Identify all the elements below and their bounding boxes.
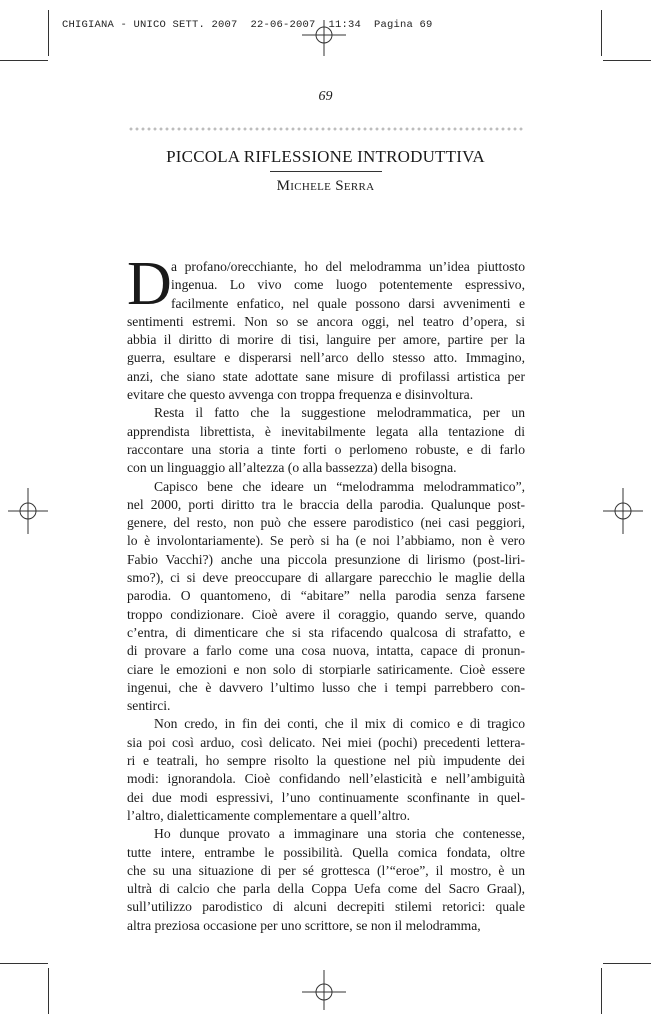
crop-mark-bottom-right-vertical: [601, 968, 602, 1014]
text-line: ingenui, che è davvero l’ultimo lusso che i tempi parrebbero con-: [127, 679, 525, 695]
text-line: Ho dunque provato a immaginare una storia che contenesse,: [154, 826, 525, 842]
text-line: anzi, che siano state adottate sane misure di profilassi artistica per: [127, 368, 525, 384]
registration-mark-right-icon: [601, 484, 645, 538]
text-line: smo?), ci si deve preoccupare di allargare parecchio le maglie della: [127, 570, 525, 586]
text-line: modi: ignorandola. Cioè confidando nell’elasticità e nell’ambiguità: [127, 771, 525, 787]
text-line: ri e teatrali, ho sempre risolto la questione nel più impudente dei: [127, 753, 525, 769]
text-line: sull’utilizzo parodistico di alcuni decrepiti stilemi retorici: quale: [127, 899, 525, 915]
crop-mark-top-left-horizontal: [0, 60, 48, 61]
text-line: Fabio Vacchi?) anche una piccola presunzione di lirismo (post-liri-: [127, 551, 525, 567]
text-line: dei due modi espressivi, l’uno continuamente sconfinante in quel-: [127, 789, 525, 805]
text-line: parodia. O quantomeno, di “abitare” nella parodia senza farsene: [127, 588, 525, 604]
text-line: Capisco bene che ideare un “melodramma melodrammatico”,: [154, 478, 525, 494]
text-line: lo è involontariamente). Se però si ha (e noi l’abbiamo, non è vero: [127, 533, 525, 549]
crop-mark-top-left-vertical: [48, 10, 49, 56]
text-line: di provare a farlo come una cosa nuova, intatta, capace di pronun-: [127, 643, 525, 659]
dotted-separator: [128, 126, 524, 132]
text-line: Resta il fatto che la suggestione melodrammatica, per un: [154, 405, 525, 421]
article-title: PICCOLA RIFLESSIONE INTRODUTTIVA: [166, 147, 485, 166]
article-body: [127, 250, 525, 935]
text-line: Non credo, in fin dei conti, che il mix di comico e di tragico: [154, 716, 525, 732]
crop-mark-bottom-left-vertical: [48, 968, 49, 1014]
article-author: Michele Serra: [276, 178, 375, 194]
text-line: apprendista librettista, è inevitabilmente legata alla tentazione di: [127, 423, 525, 439]
crop-mark-top-right-vertical: [601, 10, 602, 56]
text-line: ciare le emozioni e non solo di storpiarle satiricamente. Cioè essere: [127, 661, 525, 677]
text-line: facilmente enfatico, nel quale possono darsi avvenimenti e: [171, 295, 525, 311]
text-line: tutte intere, entrambe le possibilità. Quella comica fondata, oltre: [127, 844, 525, 860]
text-line: c’entra, di dimenticare che si sta rifacendo qualcosa di strafatto, e: [127, 624, 525, 640]
text-line: raccontare una storia a tinte forti o perlomeno robuste, e di farlo: [127, 441, 525, 457]
text-line: ingenua. Lo vivo come luogo potentemente espressivo,: [171, 277, 525, 293]
text-line: nel 2000, porti diritto tra le braccia della parodia. Qualunque post-: [127, 496, 525, 512]
text-line: ultrà di calcio che parla della Coppa Uefa come del Sacro Graal),: [127, 881, 525, 897]
crop-mark-top-right-horizontal: [603, 60, 651, 61]
text-line: altra preziosa occasione per uno scrittore, se non il melodramma,: [127, 917, 481, 933]
text-line: sentirci.: [127, 698, 171, 714]
text-line: sentimenti estremi. Non so se ancora oggi, nel teatro d’opera, si: [127, 313, 525, 329]
text-line: evitare che questo avvenga con troppa frequenza e disinvoltura.: [127, 387, 474, 403]
text-line: a profano/orecchiante, ho del melodramma un’idea piuttosto: [171, 259, 525, 274]
crop-mark-bottom-right-horizontal: [603, 963, 651, 964]
registration-mark-bottom-icon: [298, 968, 350, 1012]
text-line: sia poi così arduo, così delicato. Nei miei (pochi) precedenti lettera-: [127, 734, 525, 750]
drop-cap: D: [127, 250, 172, 318]
title-rule: [270, 171, 382, 172]
text-line: l’altro, dialetticamente complementare a quell’altro.: [127, 807, 411, 823]
text-line: genere, del resto, non può che essere parodistico (nei casi peggiori,: [127, 515, 525, 531]
text-line: che su una situazione di per sé grottesca (l’“eroe”, il mostro, è un: [127, 862, 525, 878]
page-number: 69: [318, 89, 333, 104]
text-line: con un linguaggio all’altezza (o alla bassezza) della bisogna.: [127, 460, 457, 476]
text-line: guerra, esultare e disperarsi nell’arco dello stesso atto. Immagino,: [127, 350, 525, 366]
registration-mark-left-icon: [6, 484, 50, 538]
text-line: troppo condizionare. Cioè avere il coraggio, quando serve, quando: [127, 606, 525, 622]
registration-mark-top-icon: [298, 18, 350, 58]
text-line: abbia il diritto di morire di tisi, languire per amore, partire per la: [127, 332, 525, 348]
printer-slug: CHIGIANA - UNICO SETT. 2007 22-06-2007 11:34 Pagina 69: [62, 19, 433, 31]
crop-mark-bottom-left-horizontal: [0, 963, 48, 964]
